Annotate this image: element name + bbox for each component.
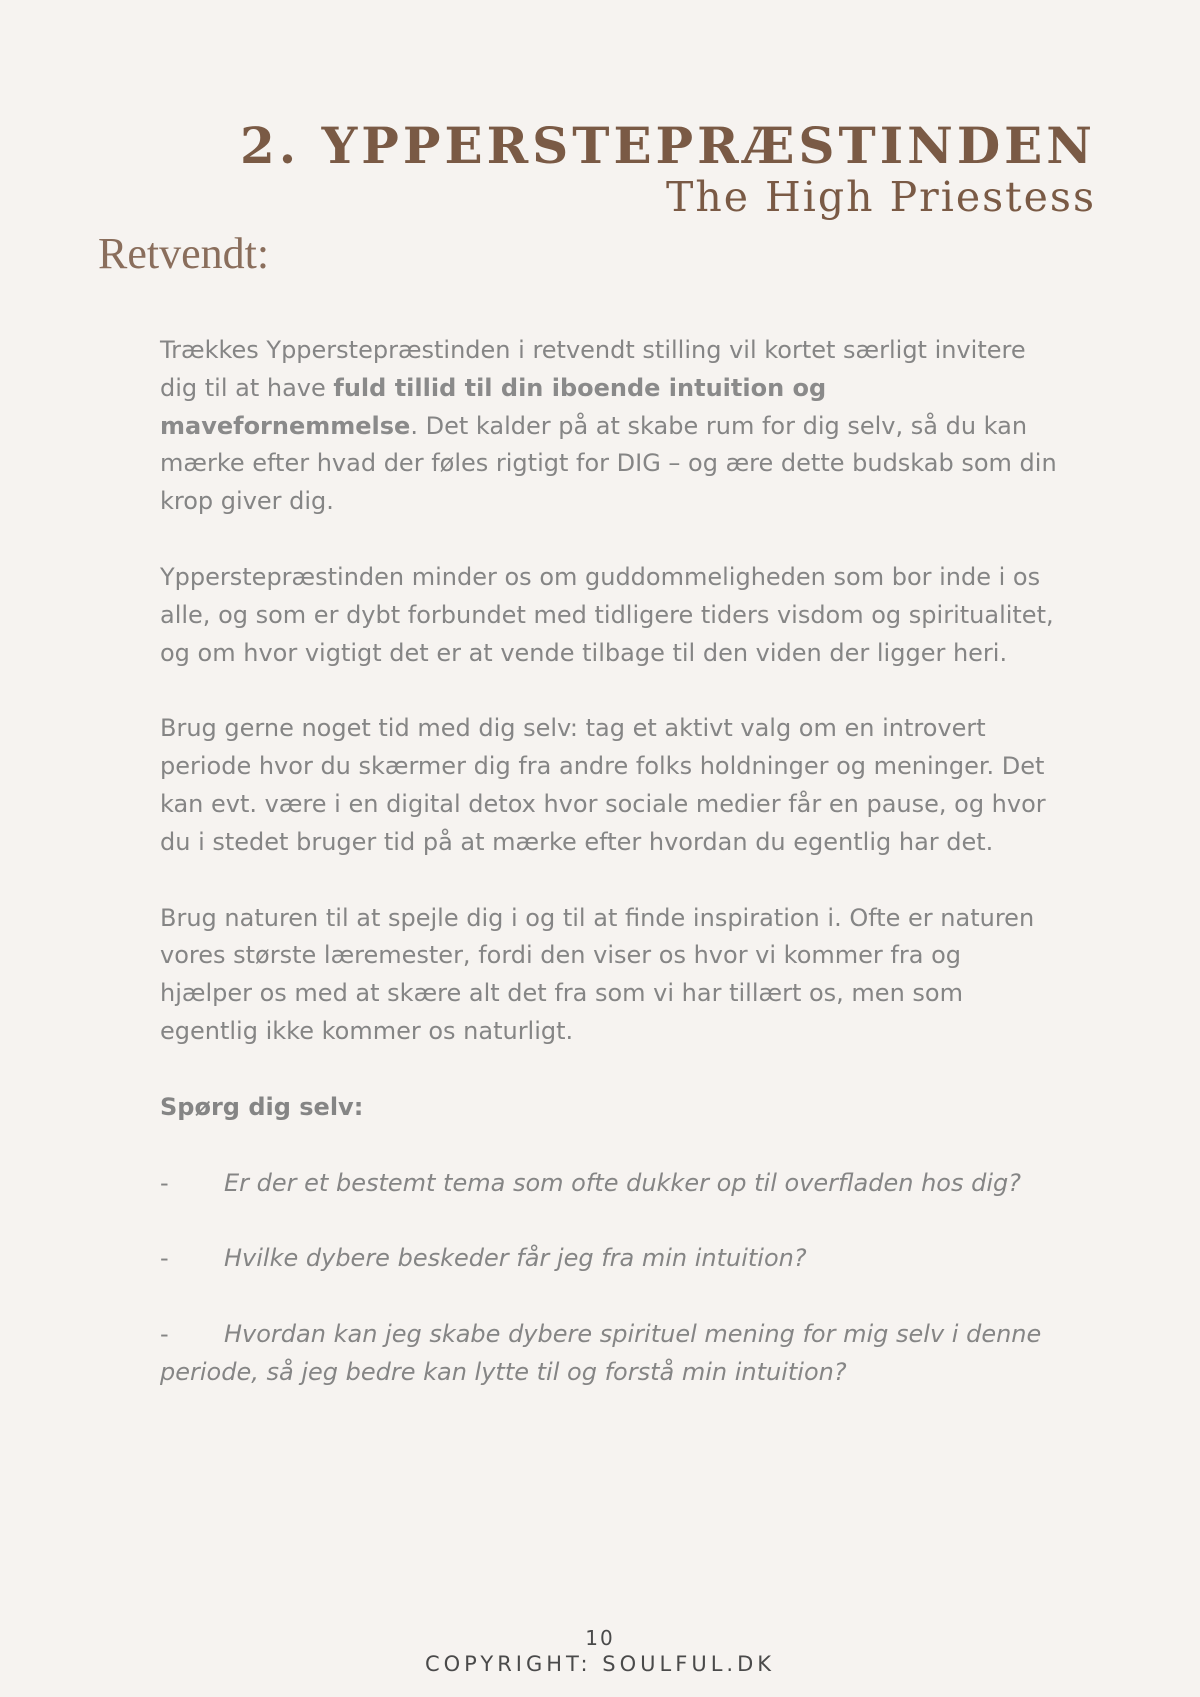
question-text: Hvilke dybere beskeder får jeg fra min intuition? — [224, 1244, 807, 1273]
page-number: 10 — [585, 1626, 615, 1650]
section-heading: Retvendt: — [98, 229, 270, 278]
paragraph-3: Brug gerne noget tid med dig selv: tag et aktivt valg om en introvert periode hvor du skærmer dig fra andre folks holdninger og meninger. Det kan evt. være i en digital detox hvor sociale medier får en pause, og hvor du i stedet bruger tid på at mærke efter hvordan du egentlig har det. — [160, 714, 1046, 856]
title-block — [240, 118, 1096, 220]
body-text — [160, 332, 1060, 1430]
paragraph-4: Brug naturen til at spejle dig i og til at finde inspiration i. Ofte er naturen vores største læremester, fordi den viser os hvor vi kommer fra og hjælper os med at skære alt det fra som vi har tillært os, men som egentlig ikke kommer os naturligt. — [160, 903, 1035, 1045]
question-item — [160, 1316, 1060, 1392]
question-text: Hvordan kan jeg skabe dybere spirituel mening for mig selv i denne periode, så jeg bedre kan lytte til og forstå min intuition? — [160, 1320, 1042, 1386]
question-item — [160, 1165, 1060, 1203]
paragraph-1 — [160, 332, 1060, 521]
question-dash: - — [160, 1320, 169, 1349]
questions-label: Spørg dig selv: — [160, 1092, 364, 1121]
page-title: 2. YPPERSTEPRÆSTINDEN — [239, 116, 1096, 175]
copyright-notice: COPYRIGHT: SOULFUL.DK — [424, 1652, 776, 1676]
question-item — [160, 1240, 1060, 1278]
question-text: Er der et bestemt tema som ofte dukker op til overfladen hos dig? — [224, 1168, 1021, 1197]
question-dash: - — [160, 1168, 169, 1197]
paragraph-2: Ypperstepræstinden minder os om guddommeligheden som bor inde i os alle, og som er dybt forbundet med tidligere tiders visdom og spiritualitet, og om hvor vigtigt det er at vende tilbage til den viden der ligger heri. — [160, 562, 1054, 667]
questions-section — [160, 1089, 1060, 1392]
paragraph-1-end: . Det kalder på at skabe rum for dig selv, så du kan mærke efter hvad der føles rigtigt for DIG – og ære dette budskab som din krop giver dig. — [160, 411, 1057, 516]
page-subtitle: The High Priestess — [665, 173, 1096, 221]
question-dash: - — [160, 1244, 169, 1273]
paragraph-1-emphasis: fuld tillid til din iboende intuition og mavefornemmelse — [160, 373, 827, 440]
paragraph-1-start: Trækkes Ypperstepræstinden i retvendt stilling vil kortet særligt invitere dig til at have — [160, 336, 1026, 402]
